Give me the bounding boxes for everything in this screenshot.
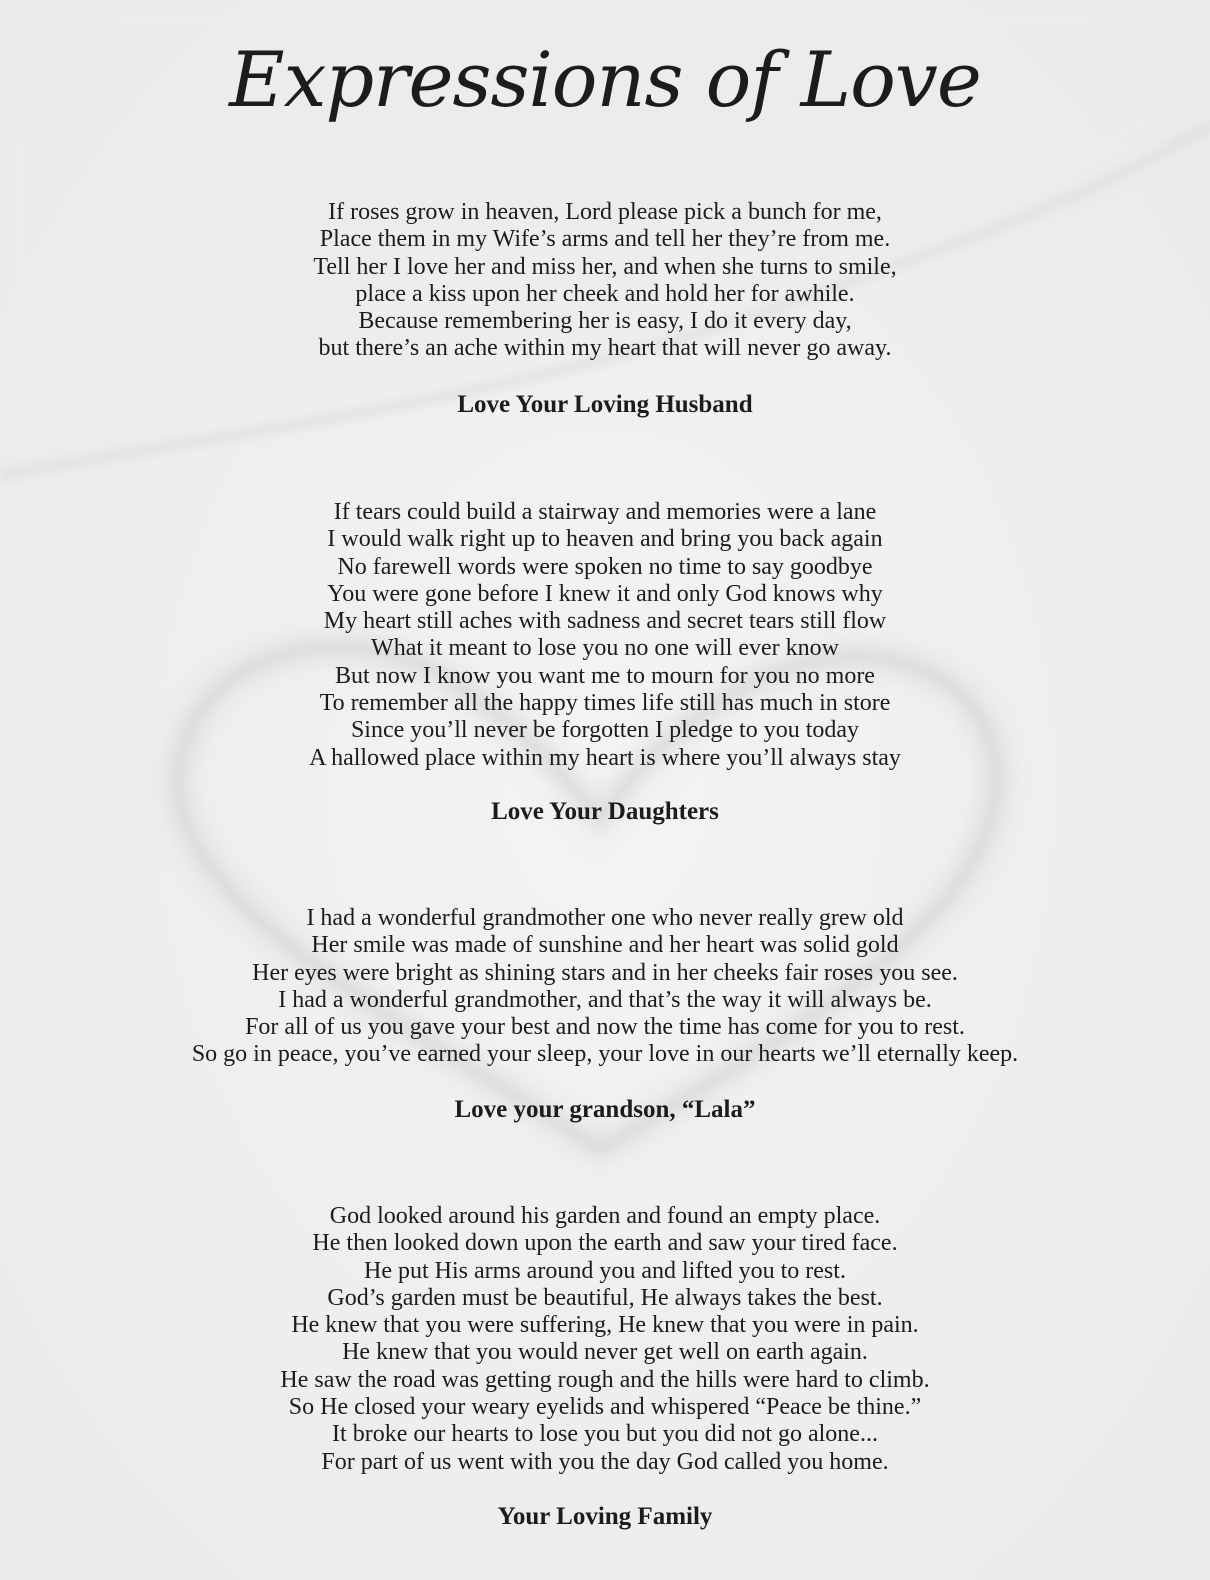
poem-line: Since you’ll never be forgotten I pledge to you today	[350, 717, 860, 744]
poem-line: He put His arms around you and lifted you to rest.	[364, 1257, 846, 1284]
poem-line: It broke our hearts to lose you but you did not go alone...	[332, 1421, 878, 1448]
poem-line: I had a wonderful grandmother, and that’s the way it will always be.	[278, 986, 932, 1013]
poem-line: So go in peace, you’ve earned your sleep, your love in our hearts we’ll eternally keep.	[191, 1041, 1019, 1068]
poem-signature: Your Loving Family	[497, 1503, 713, 1530]
poem-line: What it meant to lose you no one will ever know	[371, 635, 839, 662]
poem-line: My heart still aches with sadness and secret tears still flow	[323, 608, 887, 635]
poem-line: You were gone before I knew it and only God knows why	[327, 580, 883, 607]
poem-husband	[0, 199, 1210, 363]
poem-line: Her eyes were bright as shining stars and in her cheeks fair roses you see.	[252, 959, 958, 986]
poem-family	[0, 1203, 1210, 1476]
poem-line: If roses grow in heaven, Lord please pick a bunch for me,	[328, 199, 882, 225]
poem-line: No farewell words were spoken no time to say goodbye	[337, 553, 873, 580]
poem-line: God looked around his garden and found an empty place.	[329, 1203, 881, 1229]
poem-grandson	[0, 905, 1210, 1069]
poem-line: A hallowed place within my heart is where you’ll always stay	[309, 744, 901, 771]
poem-line: So He closed your weary eyelids and whispered “Peace be thine.”	[288, 1394, 922, 1421]
poem-line: To remember all the happy times life still has much in store	[319, 690, 891, 717]
poem-line: For all of us you gave your best and now the time has come for you to rest.	[245, 1014, 965, 1041]
poem-signature: Love Your Loving Husband	[457, 391, 753, 418]
poem-line: Tell her I love her and miss her, and when she turns to smile,	[313, 253, 897, 280]
poem-line: but there’s an ache within my heart that will never go away.	[318, 335, 892, 362]
poem-signature: Love Your Daughters	[491, 798, 719, 825]
poem-line: Place them in my Wife’s arms and tell her they’re from me.	[319, 226, 891, 253]
poem-line: He knew that you would never get well on earth again.	[342, 1339, 868, 1366]
poem-line: If tears could build a stairway and memories were a lane	[333, 499, 877, 525]
poem-line: He knew that you were suffering, He knew that you were in pain.	[291, 1312, 919, 1339]
poem-line: Her smile was made of sunshine and her heart was solid gold	[311, 932, 899, 959]
poem-daughters	[0, 499, 1210, 772]
poem-line: place a kiss upon her cheek and hold her for awhile.	[355, 280, 855, 307]
poem-line: I had a wonderful grandmother one who never really grew old	[306, 905, 904, 931]
poem-line: Because remembering her is easy, I do it every day,	[358, 308, 852, 335]
page-title: Expressions of Love	[229, 35, 981, 124]
poem-line: He saw the road was getting rough and the hills were hard to climb.	[280, 1366, 930, 1393]
poem-line: But now I know you want me to mourn for you no more	[335, 662, 875, 689]
poem-line: For part of us went with you the day God called you home.	[321, 1448, 889, 1475]
poem-signature: Love your grandson, “Lala”	[454, 1096, 756, 1123]
poem-line: He then looked down upon the earth and saw your tired face.	[312, 1230, 898, 1257]
poem-line: God’s garden must be beautiful, He always takes the best.	[327, 1284, 883, 1311]
poem-line: I would walk right up to heaven and bring you back again	[327, 526, 883, 553]
